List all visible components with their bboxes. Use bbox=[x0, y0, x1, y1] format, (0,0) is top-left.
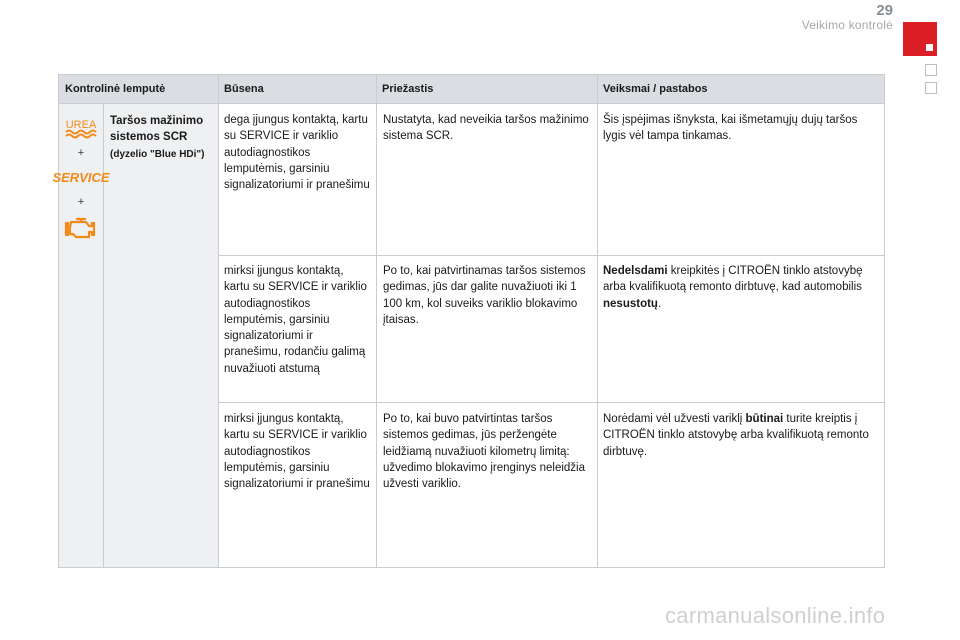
action-text: kreipkitės į CITROËN tinklo atstovybę arba kvalifikuotą remonto dirbtuvę, kad automobilis bbox=[603, 265, 863, 294]
warning-note: (dyzelio "Blue HDi") bbox=[110, 149, 205, 160]
row-1-action: Šis įspėjimas išnyksta, kai išmetamųjų dujų taršos lygis vėl tampa tinkamas. bbox=[603, 114, 858, 143]
plus-sign: + bbox=[77, 196, 85, 208]
page-number: 29 bbox=[876, 2, 893, 19]
action-text: . bbox=[657, 297, 662, 310]
row-2-action bbox=[603, 263, 881, 312]
row-2-state: mirksi įjungus kontaktą, kartu su SERVICE ir variklio autodiagnostikos lemputėmis, garsiniu signalizatoriumi ir pranešimu, rodančiu galimą nuvažiuoti atstumą bbox=[224, 265, 367, 375]
watermark: carmanualsonline.info bbox=[665, 603, 886, 628]
row-divider bbox=[218, 402, 884, 403]
emphasis-text: būtinai bbox=[745, 413, 784, 425]
service-label: SERVICE bbox=[52, 170, 110, 185]
chapter-tab-box bbox=[925, 82, 937, 94]
column-divider bbox=[376, 75, 377, 567]
row-3-state: mirksi įjungus kontaktą, kartu su SERVICE ir variklio autodiagnostikos lemputėmis, garsiniu signalizatoriumi ir pranešimu bbox=[224, 413, 370, 491]
chapter-tab-box bbox=[925, 64, 937, 76]
header-cause: Priežastis bbox=[382, 83, 434, 95]
chapter-tab-marker bbox=[926, 44, 933, 51]
action-text: Norėdami vėl užvesti variklį bbox=[603, 413, 746, 425]
row-1-cause: Nustatyta, kad neveikia taršos mažinimo sistema SCR. bbox=[383, 114, 589, 143]
row-2-cause: Po to, kai patvirtinamas taršos sistemos gedimas, jūs dar galite nuvažiuoti iki 1 100 km, kol suveiks variklio blokavimo įtaisas. bbox=[383, 265, 586, 326]
row-1-state: dega įjungus kontaktą, kartu su SERVICE ir variklio autodiagnostikos lemputėmis, garsiniu signalizatoriumi ir pranešimu bbox=[224, 114, 370, 192]
engine-diagnostics-icon bbox=[65, 215, 99, 243]
plus-sign: + bbox=[77, 147, 85, 159]
header-state: Būsena bbox=[224, 83, 264, 95]
column-divider bbox=[218, 75, 219, 567]
column-divider bbox=[597, 75, 598, 567]
warning-name: Taršos mažinimo sistemos SCR bbox=[110, 115, 204, 143]
emphasis-text: nesustotų bbox=[603, 297, 658, 310]
header-action: Veiksmai / pastabos bbox=[603, 83, 708, 95]
emphasis-text: Nedelsdami bbox=[603, 265, 668, 277]
row-3-cause: Po to, kai buvo patvirtintas taršos sistemos gedimas, jūs peržengėte leidžiamą nuvažiuoti kilometrų limitą: užvedimo blokavimo įrenginys neleidžia užvesti variklio. bbox=[383, 413, 585, 491]
row-divider bbox=[218, 255, 884, 256]
service-warning-icon bbox=[52, 168, 110, 186]
header-lamp: Kontrolinė lemputė bbox=[65, 83, 166, 95]
warning-lamp-table bbox=[52, 74, 885, 568]
action-text: turite kreiptis į CITROËN tinklo atstovybę arba kvalifikuotą remonto dirbtuvę. bbox=[603, 413, 869, 458]
warning-name-cell bbox=[110, 113, 216, 163]
table-header bbox=[59, 75, 884, 104]
urea-warning-icon bbox=[64, 117, 98, 143]
section-title: Veikimo kontrolė bbox=[801, 18, 893, 32]
row-3-action bbox=[603, 411, 881, 460]
urea-label: UREA bbox=[65, 119, 97, 131]
